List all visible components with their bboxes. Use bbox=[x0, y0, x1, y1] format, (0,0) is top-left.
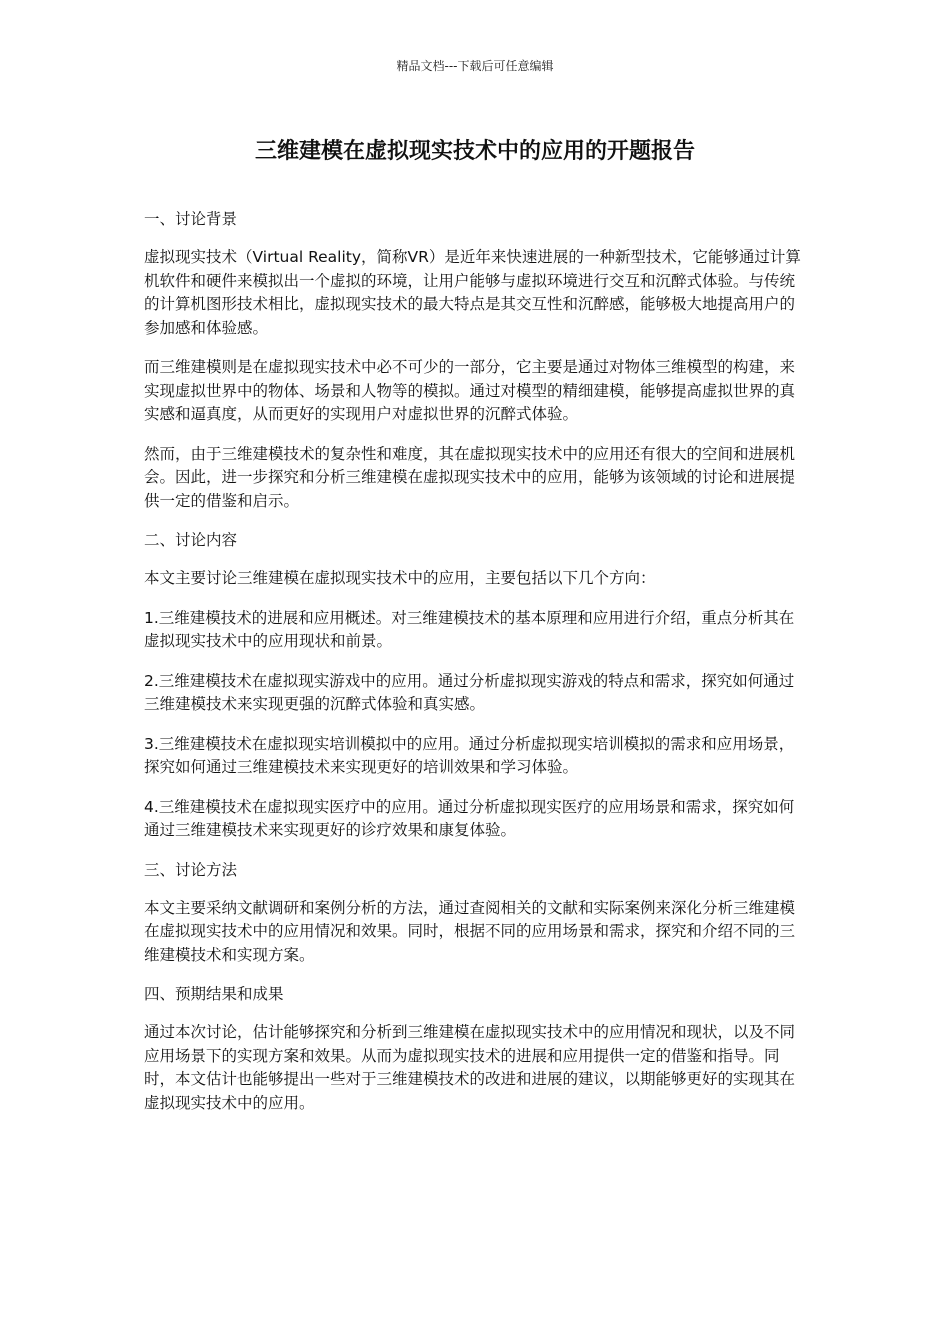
results-paragraph: 通过本次讨论，估计能够探究和分析到三维建模在虚拟现实技术中的应用情况和现状，以及不同应用场景下的实现方案和效果。从而为虚拟现实技术的进展和应用提供一定的借鉴和指导。同时，本文估计也能够提出一些对于三维建模技术的改进和进展的建议，以期能够更好的实现其在虚拟现实技术中的应用。 bbox=[144, 1023, 796, 1112]
method-paragraph: 本文主要采纳文献调研和案例分析的方法，通过查阅相关的文献和实际案例来深化分析三维建模在虚拟现实技术中的应用情况和效果。同时，根据不同的应用场景和需求，探究和介绍不同的三维建模技术和实现方案。 bbox=[144, 898, 796, 964]
header-note: 精品文档---下载后可任意编辑 bbox=[396, 59, 554, 73]
section-heading-background: 一、讨论背景 bbox=[144, 210, 238, 228]
section-heading-method: 三、讨论方法 bbox=[144, 860, 238, 879]
content-item-2: 2.三维建模技术在虚拟现实游戏中的应用。通过分析虚拟现实游戏的特点和需求，探究如何通过三维建模技术来实现更强的沉醉式体验和真实感。 bbox=[144, 671, 795, 713]
section-heading-results: 四、预期结果和成果 bbox=[144, 985, 284, 1003]
content-item-4: 4.三维建模技术在虚拟现实医疗中的应用。通过分析虚拟现实医疗的应用场景和需求，探究如何通过三维建模技术来实现更好的诊疗效果和康复体验。 bbox=[144, 797, 795, 839]
background-paragraph-3: 然而，由于三维建模技术的复杂性和难度，其在虚拟现实技术中的应用还有很大的空间和进展机会。因此，进一步探究和分析三维建模在虚拟现实技术中的应用，能够为该领域的讨论和进展提供一定的借鉴和启示。 bbox=[144, 444, 796, 510]
background-paragraph-1: 虚拟现实技术（Virtual Reality，简称VR）是近年来快速进展的一种新型技术，它能够通过计算机软件和硬件来模拟出一个虚拟的环境，让用户能够与虚拟环境进行交互和沉醉式体验。与传统的计算机图形技术相比，虚拟现实技术的最大特点是其交互性和沉醉感，能够极大地提高用户的参加感和体验感。 bbox=[144, 248, 801, 337]
section-heading-content: 二、讨论内容 bbox=[144, 531, 238, 549]
content-item-3: 3.三维建模技术在虚拟现实培训模拟中的应用。通过分析虚拟现实培训模拟的需求和应用场景，探究如何通过三维建模技术来实现更好的培训效果和学习体验。 bbox=[144, 734, 795, 776]
document-title: 三维建模在虚拟现实技术中的应用的开题报告 bbox=[254, 139, 695, 164]
background-paragraph-2: 而三维建模则是在虚拟现实技术中必不可少的一部分，它主要是通过对物体三维模型的构建，来实现虚拟世界中的物体、场景和人物等的模拟。通过对模型的精细建模，能够提高虚拟世界的真实感和逼真度，从而更好的实现用户对虚拟世界的沉醉式体验。 bbox=[144, 358, 796, 423]
content-intro-paragraph: 本文主要讨论三维建模在虚拟现实技术中的应用，主要包括以下几个方向： bbox=[144, 569, 656, 587]
document-body bbox=[144, 208, 806, 1131]
content-item-1: 1.三维建模技术的进展和应用概述。对三维建模技术的基本原理和应用进行介绍，重点分析其在虚拟现实技术中的应用现状和前景。 bbox=[144, 608, 795, 650]
